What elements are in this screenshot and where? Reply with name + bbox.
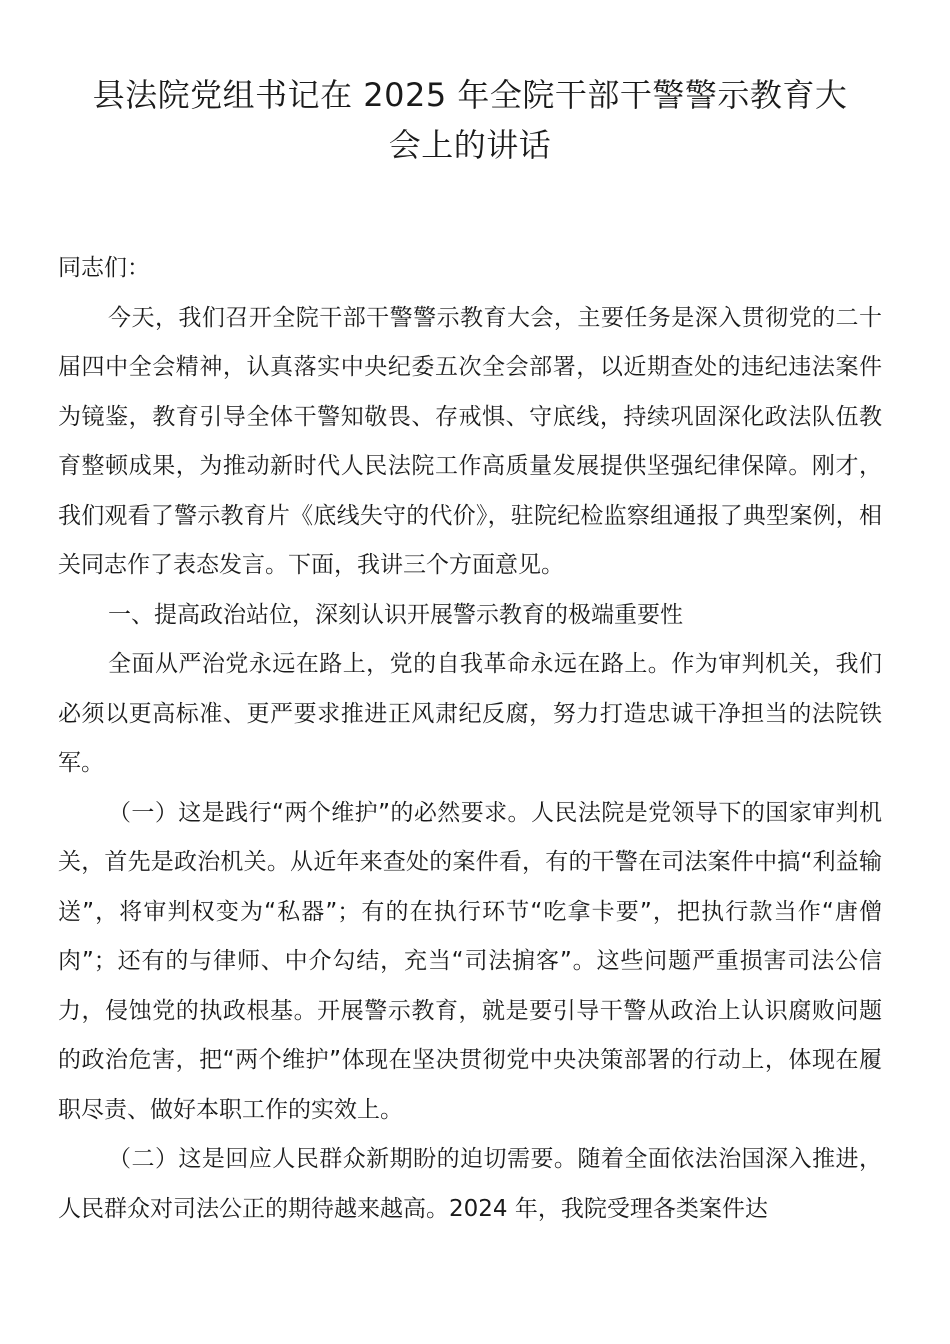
document-title	[58, 70, 882, 170]
paragraph-section-1-lead: 全面从严治党永远在路上，党的自我革命永远在路上。作为审判机关，我们必须以更高标准、更严要求推进正风肃纪反腐，努力打造忠诚干净担当的法院铁军。	[58, 651, 882, 776]
title-line-2: 会上的讲话	[388, 126, 552, 164]
salutation: 同志们：	[58, 255, 150, 281]
paragraph-intro: 今天，我们召开全院干部干警警示教育大会，主要任务是深入贯彻党的二十届四中全会精神，认真落实中央纪委五次全会部署，以近期查处的违纪违法案件为镜鉴，教育引导全体干警知敬畏、存戒惧、守底线，持续巩固深化政法队伍教育整顿成果，为推动新时代人民法院工作高质量发展提供坚强纪律保障。刚才，我们观看了警示教育片《底线失守的代价》，驻院纪检监察组通报了典型案例，相关同志作了表态发言。下面，我讲三个方面意见。	[58, 304, 882, 578]
paragraph-point-1: （一）这是践行“两个维护”的必然要求。人民法院是党领导下的国家审判机关，首先是政治机关。从近年来查处的案件看，有的干警在司法案件中搞“利益输送”，将审判权变为“私器”；有的在执行环节“吃拿卡要”，把执行款当作“唐僧肉”；还有的与律师、中介勾结，充当“司法掮客”。这些问题严重损害司法公信力，侵蚀党的执政根基。开展警示教育，就是要引导干警从政治上认识腐败问题的政治危害，把“两个维护”体现在坚决贯彻党中央决策部署的行动上，体现在履职尽责、做好本职工作的实效上。	[58, 799, 882, 1123]
document-body	[58, 244, 882, 1234]
paragraph-point-2: （二）这是回应人民群众新期盼的迫切需要。随着全面依法治国深入推进，人民群众对司法公正的期待越来越高。2024 年，我院受理各类案件达	[58, 1146, 882, 1222]
section-heading-1: 一、提高政治站位，深刻认识开展警示教育的极端重要性	[108, 601, 683, 628]
title-line-1: 县法院党组书记在 2025 年全院干部干警警示教育大	[92, 76, 848, 114]
